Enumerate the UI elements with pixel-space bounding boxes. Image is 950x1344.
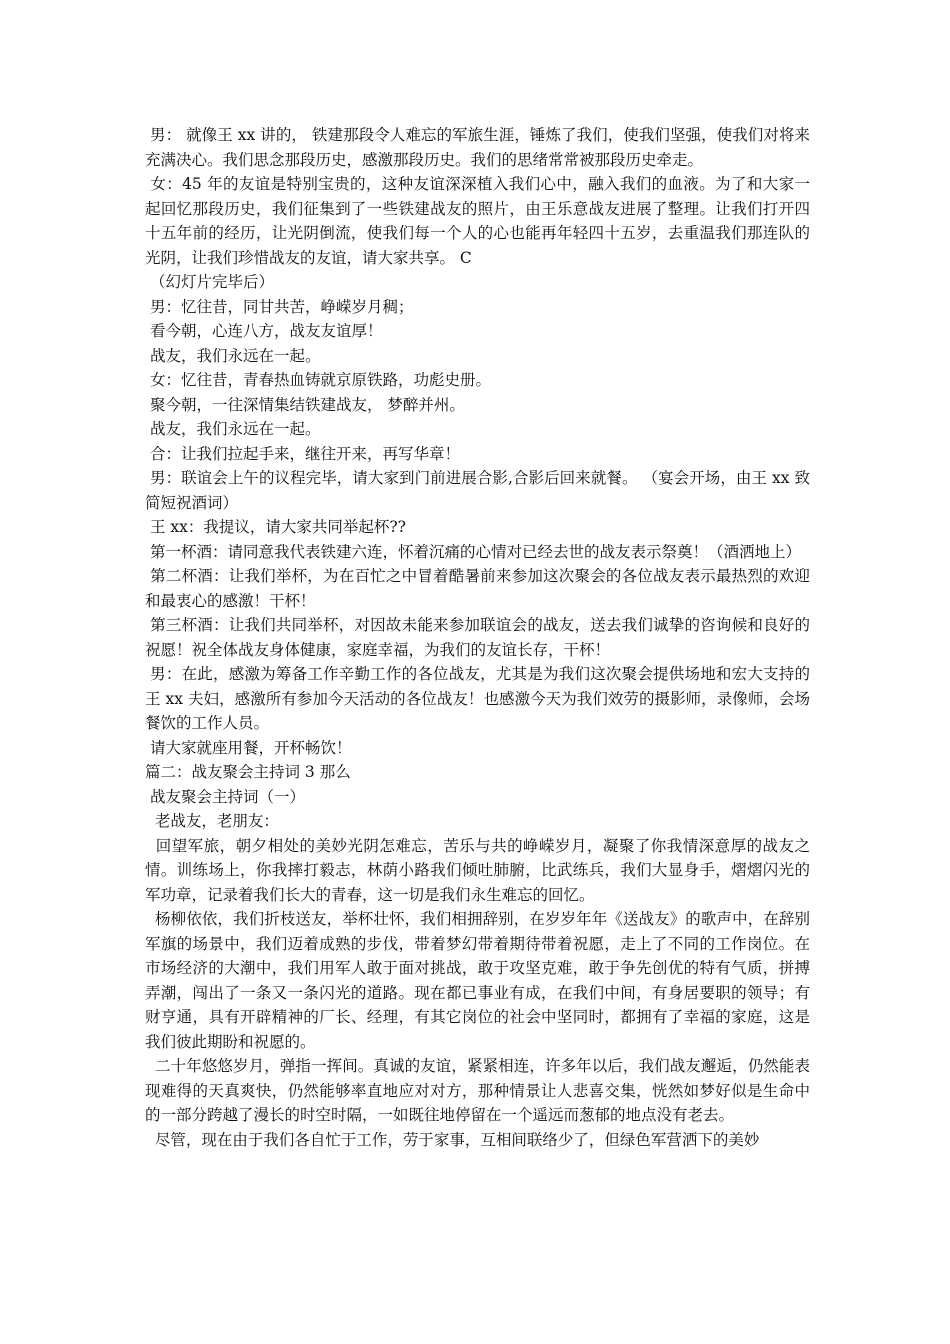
paragraph: （幻灯片完毕后） bbox=[145, 273, 274, 291]
salutation: 老战友，老朋友： bbox=[145, 812, 279, 830]
paragraph: 尽管，现在由于我们各自忙于工作，劳于家事，互相间联络少了，但绿色军营洒下的美妙 bbox=[145, 1130, 760, 1149]
paragraph: 男：联谊会上午的议程完毕，请大家到门前进展合影,合影后回来就餐。 （宴会开场，由王 xx 致简短祝酒词） bbox=[145, 469, 810, 512]
paragraph: 看今朝，心连八方，战友友谊厚！ bbox=[145, 322, 383, 340]
paragraph: 二十年悠悠岁月，弹指一挥间。真诚的友谊，紧紧相连，许多年以后，我们战友邂逅，仍然能表现难得的天真爽快，仍然能够率直地应对对方，那种情景让人悲喜交集，恍然如梦好似是生命中的一部分跨越了漫长的时空时隔，一如既往地停留在一个遥远而葱郁的地点没有老去。 bbox=[145, 1057, 810, 1124]
paragraph: 合：让我们拉起手来，继往开来，再写华章！ bbox=[145, 444, 460, 463]
paragraph: 请大家就座用餐，开杯畅饮！ bbox=[145, 738, 352, 757]
subsection-heading: 战友聚会主持词（一） bbox=[145, 787, 305, 806]
paragraph: 第二杯酒：让我们举杯，为在百忙之中冒着酷暑前来参加这次聚会的各位战友表示最热烈的欢迎和最衷心的感激！干杯！ bbox=[145, 567, 810, 610]
paragraph: 女：忆往昔，青春热血铸就京原铁路，功彪史册。 bbox=[145, 371, 491, 389]
paragraph: 男： 就像王 xx 讲的， 铁建那段令人难忘的军旅生涯，锤炼了我们，使我们坚强，使我们对将来充满决心。我们思念那段历史，感激那段历史。我们的思绪常常被那段历史牵走。 bbox=[145, 126, 810, 169]
paragraph: 第三杯酒：让我们共同举杯，对因故未能来参加联谊会的战友，送去我们诚挚的咨询候和良好的祝愿！祝全体战友身体健康，家庭幸福，为我们的友谊长存，干杯！ bbox=[145, 616, 810, 659]
paragraph: 女：45 年的友谊是特别宝贵的，这种友谊深深植入我们心中，融入我们的血液。为了和大家一起回忆那段历史，我们征集到了一些铁建战友的照片，由王乐意战友进展了整理。让我们打开四十五年前的经历，让光阴倒流，使我们每一个人的心也能再年轻四十五岁，去重温我们那连队的光阴，让我们珍惜战友的友谊，请大家共享。 C bbox=[145, 175, 810, 267]
paragraph: 男：忆往昔，同甘共苦，峥嵘岁月稠； bbox=[145, 297, 414, 316]
paragraph: 回望军旅，朝夕相处的美妙光阴怎难忘，苦乐与共的峥嵘岁月，凝聚了你我情深意厚的战友之情。训练场上，你我摔打毅志，林荫小路我们倾吐肺腑，比武练兵，我们大显身手，熠熠闪光的军功章，记录着我们长大的青春，这一切是我们永生难忘的回忆。 bbox=[145, 836, 810, 904]
paragraph: 战友，我们永远在一起。 bbox=[145, 346, 321, 365]
section-heading: 篇二：战友聚会主持词 3 那么 bbox=[145, 763, 351, 781]
paragraph: 第一杯酒：请同意我代表铁建六连，怀着沉痛的心情对已经去世的战友表示祭奠！（酒洒地上） bbox=[145, 542, 801, 561]
paragraph: 聚今朝，一往深情集结铁建战友， 梦醉并州。 bbox=[145, 395, 465, 414]
paragraph: 战友，我们永远在一起。 bbox=[145, 420, 321, 438]
paragraph: 杨柳依依，我们折枝送友，举杯壮怀，我们相拥辞别，在岁岁年年《送战友》的歌声中，在辞别军旗的场景中，我们迈着成熟的步伐，带着梦幻带着期待带着祝愿，走上了不同的工作岗位。在市场经济的大潮中，我们用军人敢于面对挑战，敢于攻坚克难，敢于争先创优的特有气质，拼搏弄潮，闯出了一条又一条闪光的道路。现在都已事业有成，在我们中间，有身居要职的领导；有财亨通，具有开辟精神的厂长、经理，有其它岗位的社会中坚同时，都拥有了幸福的家庭，这是我们彼此期盼和祝愿的。 bbox=[145, 910, 810, 1051]
paragraph: 王 xx：我提议，请大家共同举起杯?? bbox=[145, 518, 406, 536]
paragraph: 男：在此，感激为筹备工作辛勤工作的各位战友，尤其是为我们这次聚会提供场地和宏大支持的王 xx 夫妇，感激所有参加今天活动的各位战友！也感激今天为我们效劳的摄影师，录像师，会场餐饮的工作人员。 bbox=[145, 665, 810, 732]
document-page bbox=[145, 123, 810, 1152]
